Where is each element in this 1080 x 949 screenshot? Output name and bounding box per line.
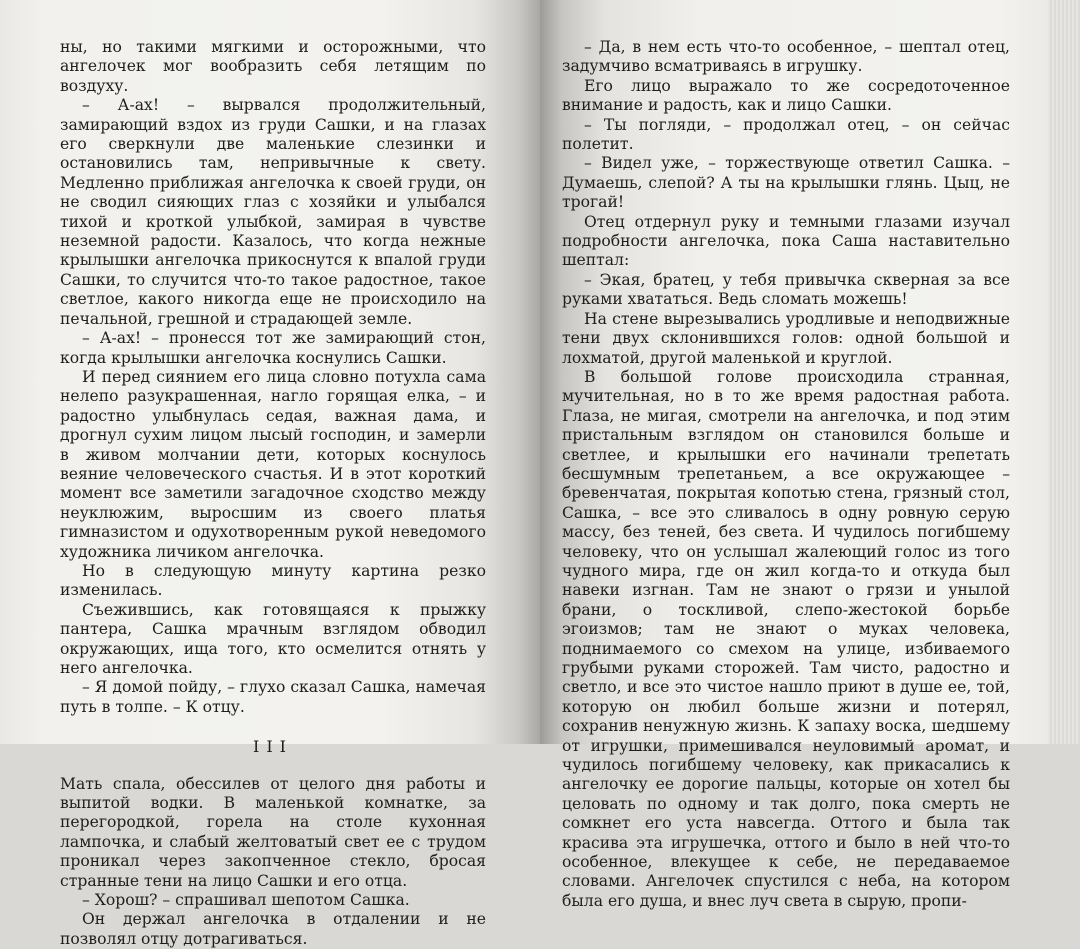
paragraph: – Ты погляди, – продолжал отец, – он сейчас полетит. — [562, 115, 1010, 154]
paragraph: – Я домой пойду, – глухо сказал Сашка, намечая путь в толпе. – К отцу. — [60, 678, 486, 716]
chapter-heading: III — [253, 737, 293, 757]
paragraph: Мать спала, обессилев от целого дня работы и выпитой водки. В маленькой комнатке, за перегородкой, горела на столе кухонная лампочка, и слабый желтоватый свет ее с трудом проникал через закопченное стекло, бросая странные тени на лицо Сашки и его отца. — [60, 774, 486, 890]
paragraph: – Да, в нем есть что-то особенное, – шептал отец, задумчиво всматриваясь в игрушку. — [562, 38, 1010, 76]
paragraph: – Хорош? – спрашивал шепотом Сашка. — [82, 891, 410, 910]
paragraph: Съежившись, как готовящаяся к прыжку пантера, Сашка мрачным взглядом обводил окружающих, ища того, кто осмелится отнять у него ангелочка. — [60, 600, 486, 677]
paragraph: Он держал ангелочка в отдалении и не позволял отцу дотрагиваться. — [60, 910, 486, 948]
paragraph: – Экая, братец, у тебя привычка скверная за все руками хвататься. Ведь сломать можешь! — [562, 270, 1010, 309]
paragraph: Его лицо выражало то же сосредоточенное внимание и радость, как и лицо Сашки. — [562, 76, 1010, 115]
paragraph: Но в следующую минуту картина резко изменилась. — [60, 561, 486, 600]
paragraph: Отец отдернул руку и темными глазами изучал подробности ангелочка, пока Саша наставительно шептал: — [562, 212, 1010, 270]
right-page-text — [562, 38, 1010, 911]
paragraph: И перед сиянием его лица словно потухла сама нелепо разукрашенная, нагло горящая елка, – и радостно улыбнулась седая, важная дама, и дрогнул сухим лицом лысый господин, и замерли в живом молчании дети, которых коснулось веяние человеческого счастья. И в этот короткий момент все заметили загадочное сходство между неуклюжим, выросшим из своего платья гимназистом и одухотворенным рукой неведомого художника личиком ангелочка. — [60, 367, 486, 561]
page-edges — [1048, 0, 1080, 744]
paragraph: ны, но такими мягкими и осторожными, что ангелочек мог вообразить себя летящим по воздуху. — [60, 38, 486, 95]
paragraph: – А-ах! – пронесся тот же замирающий стон, когда крылышки ангелочка коснулись Сашки. — [60, 329, 486, 367]
left-page — [0, 0, 540, 948]
right-page — [540, 0, 1080, 910]
paragraph: – Видел уже, – торжествующе ответил Сашка. – Думаешь, слепой? А ты на крылышки глянь. Цыц, не трогай! — [562, 154, 1010, 212]
paragraph: В большой голове происходила странная, мучительная, но в то же время радостная работа. Глаза, не мигая, смотрели на ангелочка, и под этим пристальным взглядом он становился больше и светлее, и крылышки его начинали трепетать бесшумным трепетаньем, а все окружающее – бревенчатая, покрытая копотью стена, грязный стол, Сашка, – все это сливалось в одну ровную серую массу, без теней, без света. И чудилось погибшему человеку, что он услышал жалеющий голос из того чудного мира, где он жил когда-то и откуда был навеки изгнан. Там не знают о грязи и унылой брани, о тоскливой, слепо-жестокой борьбе эгоизмов; там не знают о муках человека, поднимаемого со смехом на улице, избиваемого грубыми руками сторожей. Там чисто, радостно и светло, и все это чистое нашло приют в душе ее, той, которую он любил больше жизни и потерял, сохранив ненужную жизнь. К запаху воска, шедшему от игрушки, примешивался неуловимый аромат, и чудилось погибшему человеку, как прикасались к ангелочку ее дорогие пальцы, которые он хотел бы целовать по одному и так долго, пока смерть не сомкнет его уста навсегда. Оттого и была так красива эта игрушечка, оттого и было в ней что-то особенное, влекущее к себе, не передаваемое словами. Ангелочек спустился с неба, на котором была его душа, и внес луч света в сырую, пропи- — [562, 367, 1010, 910]
paragraph: На стене вырезывались уродливые и неподвижные тени двух склонившихся голов: одной большой и лохматой, другой маленькой и круглой. — [562, 309, 1010, 367]
paragraph: – А-ах! – вырвался продолжительный, замирающий вздох из груди Сашки, и на глазах его сверкнули две маленькие слезинки и остановились там, непривычные к свету. Медленно приближая ангелочка к своей груди, он не сводил сияющих глаз с хозяйки и улыбался тихой и кроткой улыбкой, замирая в чувстве неземной радости. Казалось, что когда нежные крылышки ангелочка прикоснутся к впалой груди Сашки, то случится что-то такое радостное, такое светлое, какого никогда еще не происходило на печальной, грешной и страдающей земле. — [60, 96, 486, 328]
left-page-text — [60, 38, 486, 949]
